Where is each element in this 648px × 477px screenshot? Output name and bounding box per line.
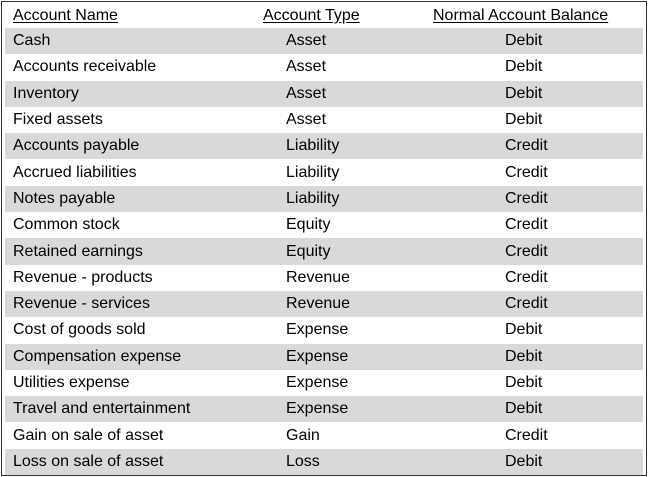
cell-account-name: Revenue - products <box>13 268 153 286</box>
cell-normal-balance: Credit <box>505 216 548 234</box>
account-table-frame <box>1 1 647 476</box>
cell-normal-balance: Debit <box>421 344 643 370</box>
cell-account-name: Common stock <box>13 216 120 234</box>
table-row <box>5 186 643 212</box>
cell-normal-balance: Debit <box>421 28 643 54</box>
cell-account-name: Travel and entertainment <box>5 396 225 422</box>
cell-account-type: Revenue <box>225 291 421 317</box>
table-row <box>5 107 643 133</box>
cell-account-type: Revenue <box>286 268 351 286</box>
table-row <box>5 81 643 107</box>
cell-account-name: Accounts receivable <box>13 58 157 76</box>
cell-account-type: Expense <box>225 396 421 422</box>
cell-normal-balance: Credit <box>505 163 548 181</box>
table-row <box>5 291 643 317</box>
cell-normal-balance: Credit <box>505 426 548 444</box>
account-table <box>5 4 643 475</box>
cell-account-name: Utilities expense <box>13 374 130 391</box>
cell-account-type: Expense <box>286 374 349 391</box>
header-normal-balance: Normal Account Balance <box>433 7 609 24</box>
cell-normal-balance: Debit <box>421 449 643 475</box>
cell-normal-balance: Debit <box>505 111 543 129</box>
cell-account-type: Asset <box>286 58 327 76</box>
table-row <box>5 265 643 291</box>
cell-account-name: Inventory <box>5 81 225 107</box>
table-row <box>5 317 643 343</box>
cell-account-type: Expense <box>286 321 349 339</box>
table-row <box>5 396 643 422</box>
cell-account-type: Loss <box>225 449 421 475</box>
cell-normal-balance: Credit <box>421 291 643 317</box>
header-account-type: Account Type <box>263 7 360 24</box>
cell-account-name: Accrued liabilities <box>13 163 137 181</box>
cell-normal-balance: Debit <box>421 396 643 422</box>
header-account-name: Account Name <box>13 7 118 24</box>
table-row <box>5 344 643 370</box>
cell-account-type: Asset <box>225 81 421 107</box>
cell-account-name: Compensation expense <box>5 344 225 370</box>
cell-normal-balance: Credit <box>421 133 643 159</box>
cell-account-type: Liability <box>225 133 421 159</box>
cell-account-type: Liability <box>225 186 421 212</box>
table-row <box>5 28 643 54</box>
cell-normal-balance: Credit <box>421 238 643 264</box>
table-row <box>5 212 643 238</box>
table-row <box>5 133 643 159</box>
cell-account-name: Gain on sale of asset <box>13 426 164 444</box>
cell-normal-balance: Credit <box>421 186 643 212</box>
cell-account-name: Accounts payable <box>5 133 225 159</box>
table-row <box>5 159 643 185</box>
cell-account-type: Asset <box>286 111 327 129</box>
cell-normal-balance: Debit <box>505 58 543 76</box>
cell-account-type: Asset <box>225 28 421 54</box>
cell-account-name: Retained earnings <box>5 238 225 264</box>
cell-account-name: Cost of goods sold <box>13 321 146 339</box>
table-row <box>5 422 643 448</box>
cell-normal-balance: Debit <box>505 321 543 339</box>
header-row <box>5 4 643 28</box>
cell-account-name: Notes payable <box>5 186 225 212</box>
cell-account-name: Cash <box>5 28 225 54</box>
cell-account-type: Equity <box>225 238 421 264</box>
table-row <box>5 54 643 80</box>
table-row <box>5 449 643 475</box>
cell-account-type: Expense <box>225 344 421 370</box>
cell-normal-balance: Debit <box>505 374 543 391</box>
cell-normal-balance: Credit <box>505 268 548 286</box>
cell-account-type: Equity <box>286 216 331 234</box>
cell-normal-balance: Debit <box>421 81 643 107</box>
cell-account-name: Loss on sale of asset <box>5 449 225 475</box>
cell-account-name: Revenue - services <box>5 291 225 317</box>
table-row <box>5 370 643 396</box>
cell-account-type: Liability <box>286 163 340 181</box>
cell-account-name: Fixed assets <box>13 111 103 129</box>
table-row <box>5 238 643 264</box>
cell-account-type: Gain <box>286 426 320 444</box>
